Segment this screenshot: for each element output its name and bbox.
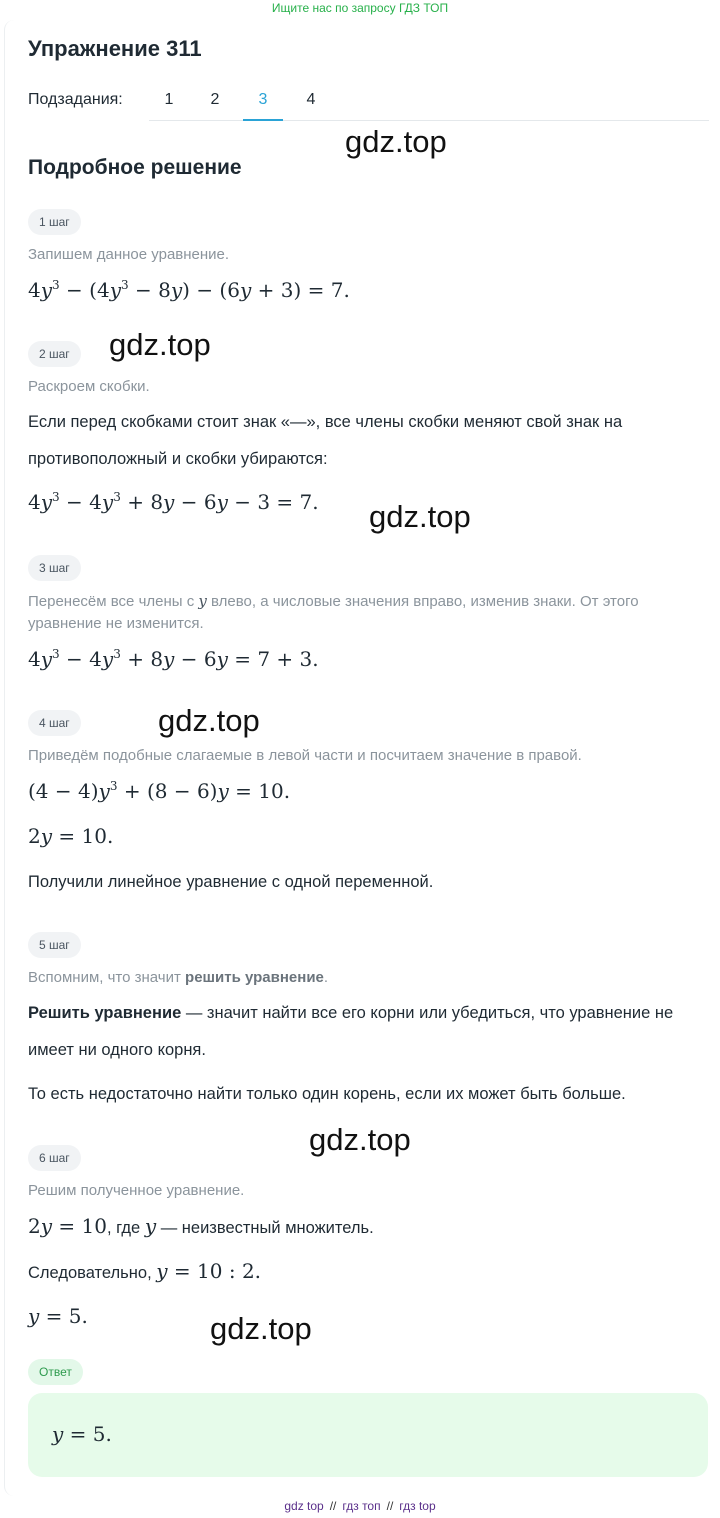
answer-box: [28, 1393, 708, 1477]
step-4-hint: Приведём подобные слагаемые в левой части и посчитаем значение в правой.: [28, 747, 582, 764]
watermark: gdz.top: [109, 327, 211, 362]
footer-link-2[interactable]: гдз топ: [342, 1499, 381, 1513]
subtask-tabs: [149, 80, 709, 121]
step-6-line-3: y = 5.: [28, 1304, 88, 1328]
tab-1[interactable]: 1: [164, 91, 174, 108]
step-1-badge: 1 шаг: [28, 209, 81, 235]
step-3-equation: $4y^3 - 4y^3 + 8y - 6y = 7 + 3$.: [28, 647, 319, 671]
step-2-text: Если перед скобками стоит знак «—», все члены скобки меняют свой знак на противоположный и скобки убираются:: [28, 413, 623, 468]
footer-separator: //: [386, 1499, 394, 1513]
watermark: gdz.top: [210, 1311, 312, 1346]
step-6-line-2: Следовательно, y = 10 : 2.: [28, 1259, 262, 1283]
step-3-hint: Перенесём все члены с y влево, а числовые значения вправо, изменив знаки. От этого уравнение не изменится.: [28, 592, 639, 632]
watermark: gdz.top: [309, 1122, 411, 1157]
footer-link-3[interactable]: гдз top: [399, 1499, 436, 1513]
tab-3[interactable]: 3: [243, 80, 283, 121]
step-5-note: То есть недостаточно найти только один корень, если их может быть больше.: [28, 1085, 626, 1103]
step-6-line-1: 2y = 10, где y — неизвестный множитель.: [28, 1214, 374, 1238]
step-5-badge: 5 шаг: [28, 932, 81, 958]
footer-separator: //: [329, 1499, 337, 1513]
step-5-hint: Вспомним, что значит решить уравнение.: [28, 969, 329, 986]
footer-links: [0, 1499, 720, 1513]
watermark: gdz.top: [369, 499, 471, 534]
section-heading: Подробное решение: [28, 156, 242, 179]
step-2-equation: $4y^3 - 4y^3 + 8y - 6y - 3 = 7$.: [28, 490, 319, 514]
page-title: Упражнение 311: [28, 36, 202, 61]
step-5-definition: Решить уравнение — значит найти все его корни или убедиться, что уравнение не имеет ни одного корня.: [28, 1004, 674, 1059]
step-4-equation-1: $(4 - 4)y^3 + (8 - 6)y = 10$.: [28, 779, 291, 803]
footer-link-1[interactable]: gdz top: [284, 1499, 324, 1513]
watermark: gdz.top: [158, 703, 260, 738]
step-1-equation: $4y^3 - (4y^3 - 8y) - (6y + 3) = 7$.: [28, 278, 350, 302]
watermark: gdz.top: [345, 124, 447, 159]
step-4-badge: 4 шаг: [28, 710, 81, 736]
step-4-text: Получили линейное уравнение с одной переменной.: [28, 873, 434, 891]
step-2-badge: 2 шаг: [28, 341, 81, 367]
step-6-badge: 6 шаг: [28, 1145, 81, 1171]
tab-2[interactable]: 2: [210, 91, 220, 108]
step-1-hint: Запишем данное уравнение.: [28, 246, 230, 263]
step-3-badge: 3 шаг: [28, 555, 81, 581]
tab-4[interactable]: 4: [306, 91, 316, 108]
top-promo-link[interactable]: Ищите нас по запросу ГДЗ ТОП: [271, 1, 449, 15]
answer-badge: Ответ: [28, 1359, 83, 1385]
step-4-equation-2: 2y = 10.: [28, 824, 114, 848]
step-2-hint: Раскроем скобки.: [28, 378, 150, 395]
answer-equation: y = 5.: [52, 1422, 112, 1446]
subtasks-label: Подзадания:: [28, 91, 123, 108]
step-6-hint: Решим полученное уравнение.: [28, 1182, 245, 1199]
